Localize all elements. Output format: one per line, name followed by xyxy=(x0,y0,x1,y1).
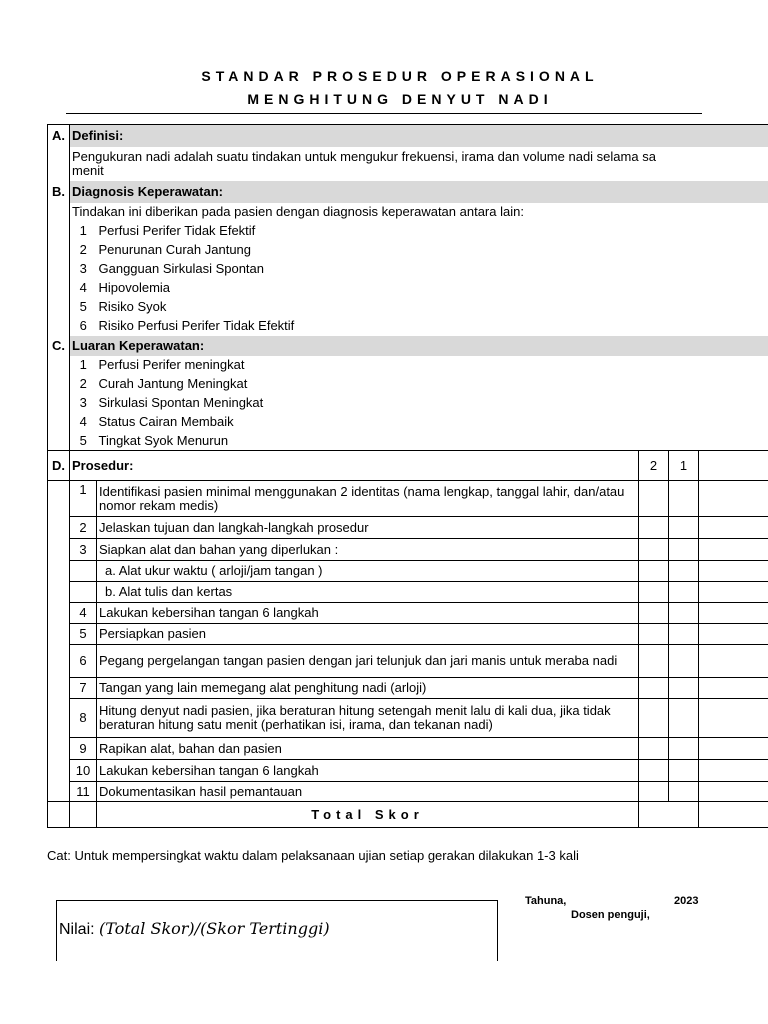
step-number xyxy=(70,582,97,603)
list-item-text: Tingkat Syok Menurun xyxy=(98,432,229,448)
step-number: 5 xyxy=(70,624,97,645)
nilai-box xyxy=(56,900,498,961)
score-cell-1[interactable] xyxy=(669,782,699,802)
list-item-text: Sirkulasi Spontan Meningkat xyxy=(98,395,264,410)
list-item-text: Risiko Syok xyxy=(98,299,167,314)
list-item xyxy=(48,413,768,432)
list-item xyxy=(48,260,768,279)
table-row xyxy=(48,624,768,645)
step-number: 4 xyxy=(70,603,97,624)
step-number: 6 xyxy=(70,645,97,678)
document-subtitle: MENGHITUNG DENYUT NADI xyxy=(247,91,553,107)
step-number: 8 xyxy=(70,699,97,738)
score-cell-2[interactable] xyxy=(639,624,669,645)
section-a-header xyxy=(48,125,768,147)
step-text: Tangan yang lain memegang alat penghitung nadi (arloji) xyxy=(97,678,639,699)
section-a-row xyxy=(48,147,768,181)
sop-table xyxy=(47,124,768,828)
section-c-header xyxy=(48,336,768,356)
list-item-text: Gangguan Sirkulasi Spontan xyxy=(98,261,265,276)
score-cell-2[interactable] xyxy=(639,760,669,782)
step-number xyxy=(70,561,97,582)
list-item xyxy=(48,432,768,451)
step-text: Lakukan kebersihan tangan 6 langkah xyxy=(97,603,639,624)
list-item xyxy=(48,394,768,413)
list-item-text: Risiko Perfusi Perifer Tidak Efektif xyxy=(98,318,295,333)
score-cell-1[interactable] xyxy=(669,517,699,539)
table-row xyxy=(48,760,768,782)
list-item xyxy=(48,279,768,298)
table-row xyxy=(48,782,768,802)
table-row xyxy=(48,699,768,738)
list-item-number: 2 xyxy=(79,376,87,391)
section-c-title: Luaran Keperawatan: xyxy=(70,336,768,356)
score-cell-1[interactable] xyxy=(669,738,699,760)
list-item xyxy=(48,298,768,317)
note-text: Cat: Untuk mempersingkat waktu dalam pelaksanaan ujian setiap gerakan dilakukan 1-3 kali xyxy=(47,848,579,863)
total-score-cell[interactable] xyxy=(639,802,699,828)
score-cell-2[interactable] xyxy=(639,481,669,517)
list-item-number: 3 xyxy=(79,261,87,276)
nilai-formula: (Total Skor)/(Skor Tertinggi) xyxy=(99,919,330,938)
list-item-text: Perfusi Perifer Tidak Efektif xyxy=(98,223,256,238)
step-text: Jelaskan tujuan dan langkah-langkah prosedur xyxy=(97,517,639,539)
section-d-header xyxy=(48,451,768,481)
score-cell-2[interactable] xyxy=(639,678,669,699)
section-a-letter: A. xyxy=(48,125,70,147)
score-cell-2[interactable] xyxy=(639,645,669,678)
score-header-2: 2 xyxy=(639,451,669,481)
list-item xyxy=(48,241,768,260)
step-text: Dokumentasikan hasil pemantauan xyxy=(97,782,639,802)
score-cell-1[interactable] xyxy=(669,624,699,645)
table-row xyxy=(48,678,768,699)
score-cell-2[interactable] xyxy=(639,561,669,582)
nilai-label: Nilai: xyxy=(59,921,95,938)
section-b-intro-row xyxy=(48,203,768,222)
definition-line-2: menit xyxy=(72,162,104,178)
score-header-1: 1 xyxy=(669,451,699,481)
definition-line-1: Pengukuran nadi adalah suatu tindakan untuk mengukur frekuensi, irama dan volume nadi selama sa xyxy=(72,148,656,164)
step-text: Rapikan alat, bahan dan pasien xyxy=(97,738,639,760)
list-item-number: 1 xyxy=(79,223,87,238)
score-cell-1[interactable] xyxy=(669,561,699,582)
signature-year: 2023 xyxy=(674,895,699,907)
step-text: Persiapkan pasien xyxy=(97,624,639,645)
section-c-letter: C. xyxy=(48,336,70,356)
score-cell-1[interactable] xyxy=(669,760,699,782)
list-item-text: Status Cairan Membaik xyxy=(98,414,234,429)
section-b-letter: B. xyxy=(48,181,70,203)
step-text: a. Alat ukur waktu ( arloji/jam tangan ) xyxy=(97,561,639,582)
score-cell-2[interactable] xyxy=(639,603,669,624)
table-row xyxy=(48,582,768,603)
score-cell-2[interactable] xyxy=(639,782,669,802)
step-number: 3 xyxy=(70,539,97,561)
step-number: 10 xyxy=(70,760,97,782)
step-number: 11 xyxy=(70,782,97,802)
list-item-number: 3 xyxy=(79,395,87,410)
list-item-text: Penurunan Curah Jantung xyxy=(98,242,252,257)
step-text: Siapkan alat dan bahan yang diperlukan : xyxy=(97,539,639,561)
step-text: Identifikasi pasien minimal menggunakan 2 identitas (nama lengkap, tanggal lahir, dan/atau nomor rekam medis) xyxy=(97,481,639,517)
score-cell-1[interactable] xyxy=(669,645,699,678)
list-item xyxy=(48,356,768,375)
score-cell-2[interactable] xyxy=(639,738,669,760)
score-cell-1[interactable] xyxy=(669,678,699,699)
list-item-number: 5 xyxy=(79,299,87,314)
list-item xyxy=(48,375,768,394)
signature-place-date: Tahuna, xyxy=(525,895,567,907)
score-cell-2[interactable] xyxy=(639,582,669,603)
list-item-number: 4 xyxy=(79,280,87,295)
table-row xyxy=(48,481,768,517)
score-cell-1[interactable] xyxy=(669,582,699,603)
step-text: Pegang pergelangan tangan pasien dengan jari telunjuk dan jari manis untuk meraba nadi xyxy=(97,645,639,678)
list-item-number: 5 xyxy=(79,432,87,448)
section-d-letter: D. xyxy=(48,451,70,481)
step-text: b. Alat tulis dan kertas xyxy=(97,582,639,603)
list-item-number: 2 xyxy=(79,242,87,257)
document-title: STANDAR PROSEDUR OPERASIONAL xyxy=(201,68,599,84)
score-cell-2[interactable] xyxy=(639,517,669,539)
score-cell-2[interactable] xyxy=(639,539,669,561)
sop-table-wrapper xyxy=(47,124,768,828)
section-b-title: Diagnosis Keperawatan: xyxy=(70,181,768,203)
list-item-text: Perfusi Perifer meningkat xyxy=(98,357,245,372)
step-number: 2 xyxy=(70,517,97,539)
step-number: 9 xyxy=(70,738,97,760)
step-number: 7 xyxy=(70,678,97,699)
list-item-number: 6 xyxy=(79,318,87,333)
nilai-line xyxy=(59,919,330,939)
step-text: Hitung denyut nadi pasien, jika beraturan hitung setengah menit lalu di kali dua, jika tidak beraturan hitung satu menit (perhatikan isi, irama, dan tekanan nadi) xyxy=(97,699,639,738)
score-cell-1[interactable] xyxy=(669,699,699,738)
section-b-header xyxy=(48,181,768,203)
score-cell-2[interactable] xyxy=(639,699,669,738)
signature-examiner: Dosen penguji, xyxy=(571,909,650,921)
table-row xyxy=(48,561,768,582)
score-cell-1[interactable] xyxy=(669,603,699,624)
section-b-intro: Tindakan ini diberikan pada pasien dengan diagnosis keperawatan antara lain: xyxy=(72,204,524,219)
list-item xyxy=(48,222,768,241)
step-text: Lakukan kebersihan tangan 6 langkah xyxy=(97,760,639,782)
table-row xyxy=(48,539,768,561)
section-d-title: Prosedur: xyxy=(70,451,639,481)
total-score-label: Total Skor xyxy=(97,802,639,828)
score-cell-1[interactable] xyxy=(669,481,699,517)
title-divider xyxy=(66,113,702,114)
list-item xyxy=(48,317,768,336)
section-a-definition xyxy=(70,147,768,181)
table-row xyxy=(48,738,768,760)
list-item-number: 4 xyxy=(79,414,87,429)
table-row xyxy=(48,603,768,624)
section-a-title: Definisi: xyxy=(70,125,768,147)
list-item-text: Hipovolemia xyxy=(98,280,171,295)
table-row xyxy=(48,517,768,539)
list-item-text: Curah Jantung Meningkat xyxy=(98,376,248,391)
total-row xyxy=(48,802,768,828)
score-cell-1[interactable] xyxy=(669,539,699,561)
table-row xyxy=(48,645,768,678)
list-item-number: 1 xyxy=(79,357,87,372)
step-number: 1 xyxy=(70,481,97,517)
